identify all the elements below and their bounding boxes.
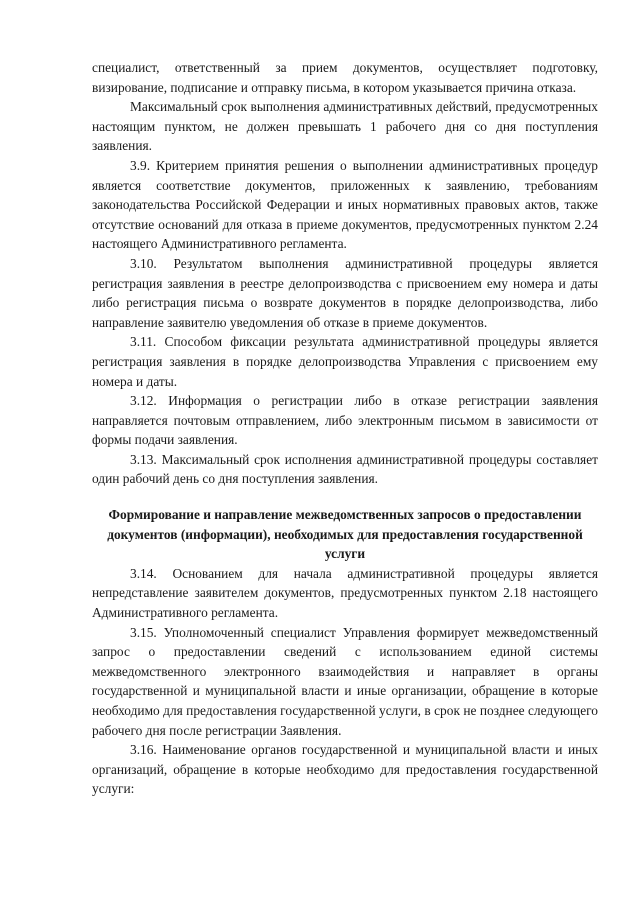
paragraph-3-15: 3.15. Уполномоченный специалист Управления формирует межведомственный запрос о предоставлении сведений с использованием единой системы межведомственного электронного взаимодействия и направляет в органы государственной и муниципальной власти и иные организации, обращение в которые необходимо для предоставления государственной услуги, в срок не позднее следующего рабочего дня после регистрации Заявления. bbox=[92, 624, 598, 738]
paragraph-3-10: 3.10. Результатом выполнения административной процедуры является регистрация заявления в реестре делопроизводства с присвоением ему номера и даты либо регистрация письма о возврате документов в порядке делопроизводства, либо направление заявителю уведомления об отказе в приеме документов. bbox=[92, 255, 598, 330]
document-body bbox=[92, 58, 598, 799]
paragraph-3-13: 3.13. Максимальный срок исполнения административной процедуры составляет один рабочий день со дня поступления заявления. bbox=[92, 451, 598, 487]
paragraph-3-11: 3.11. Способом фиксации результата административной процедуры является регистрация заявления в порядке делопроизводства Управления с присвоением ему номера и даты. bbox=[92, 334, 598, 389]
paragraph-3-16: 3.16. Наименование органов государственной и муниципальной власти и иных организаций, обращение в которые необходимо для предоставления государственной услуги: bbox=[92, 742, 598, 797]
paragraph-3-14: 3.14. Основанием для начала административной процедуры является непредставление заявителем документов, предусмотренных пунктом 2.18 настоящего Административного регламента. bbox=[92, 565, 598, 621]
paragraph-continuation: специалист, ответственный за прием документов, осуществляет подготовку, визирование, подписание и отправку письма, в котором указывается причина отказа. bbox=[92, 60, 598, 95]
section-heading: Формирование и направление межведомственных запросов о предоставлении документов (информации), необходимых для предоставления государственной услуги bbox=[107, 507, 583, 562]
paragraph-3-12: 3.12. Информация о регистрации либо в отказе регистрации заявления направляется почтовым отправлением, либо электронным письмом в зависимости от формы подачи заявления. bbox=[92, 393, 598, 448]
paragraph-3-9: 3.9. Критерием принятия решения о выполнении административных процедур является соответствие документов, приложенных к заявлению, требованиям законодательства Российской Федерации и иных нормативных правовых актов, также отсутствие оснований для отказа в приеме документов, предусмотренных пунктом 2.24 настоящего Административного регламента. bbox=[92, 157, 598, 252]
paragraph-max-time: Максимальный срок выполнения административных действий, предусмотренных настоящим пунктом, не должен превышать 1 рабочего дня со дня поступления заявления. bbox=[92, 99, 598, 154]
